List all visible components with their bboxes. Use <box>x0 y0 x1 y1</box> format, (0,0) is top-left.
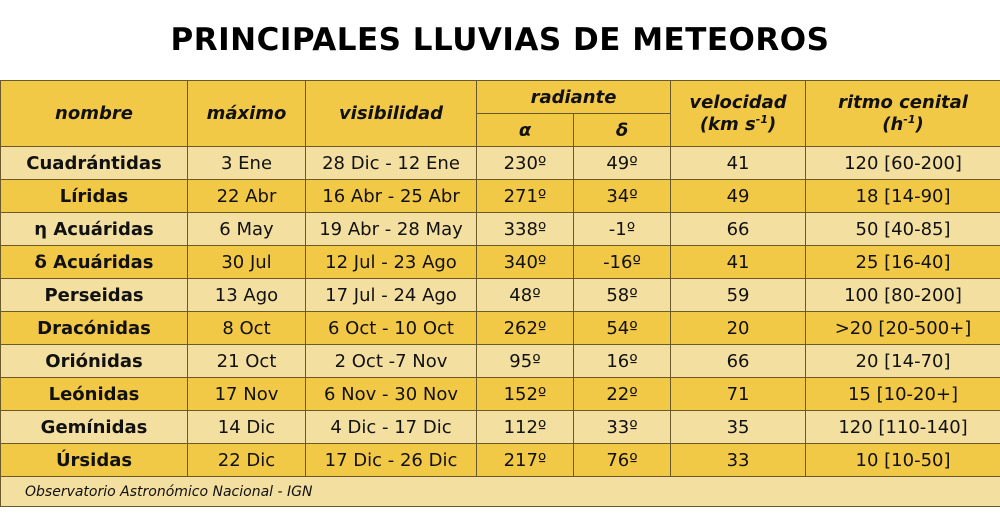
cell-delta: 34º <box>574 180 671 213</box>
table-row <box>1 279 1000 312</box>
cell-delta: 54º <box>574 312 671 345</box>
source-footer: Observatorio Astronómico Nacional - IGN <box>1 477 1000 507</box>
table-row <box>1 312 1000 345</box>
cell-ritmo-cenital: 120 [60-200] <box>806 147 1000 180</box>
cell-velocidad: 49 <box>671 180 806 213</box>
header-ritmo-unit: $(h^{-1})$ <box>882 112 924 135</box>
cell-ritmo-cenital: 25 [16-40] <box>806 246 1000 279</box>
header-delta: δ <box>574 114 671 147</box>
cell-ritmo-cenital: >20 [20-500+] <box>806 312 1000 345</box>
cell-velocidad: 66 <box>671 213 806 246</box>
cell-alpha: 271º <box>477 180 574 213</box>
cell-velocidad: 41 <box>671 246 806 279</box>
header-velocidad-label: velocidad <box>689 91 787 113</box>
cell-alpha: 230º <box>477 147 574 180</box>
cell-nombre: δ Acuáridas <box>1 246 188 279</box>
cell-delta: 33º <box>574 411 671 444</box>
cell-delta: 22º <box>574 378 671 411</box>
cell-maximo: 21 Oct <box>188 345 306 378</box>
cell-nombre: Gemínidas <box>1 411 188 444</box>
cell-alpha: 48º <box>477 279 574 312</box>
cell-maximo: 14 Dic <box>188 411 306 444</box>
cell-velocidad: 59 <box>671 279 806 312</box>
cell-maximo: 3 Ene <box>188 147 306 180</box>
cell-alpha: 340º <box>477 246 574 279</box>
cell-maximo: 22 Dic <box>188 444 306 477</box>
cell-velocidad: 66 <box>671 345 806 378</box>
cell-visibilidad: 16 Abr - 25 Abr <box>306 180 477 213</box>
cell-maximo: 30 Jul <box>188 246 306 279</box>
cell-ritmo-cenital: 100 [80-200] <box>806 279 1000 312</box>
cell-nombre: Oriónidas <box>1 345 188 378</box>
header-nombre: nombre <box>1 81 188 147</box>
cell-maximo: 13 Ago <box>188 279 306 312</box>
cell-ritmo-cenital: 18 [14-90] <box>806 180 1000 213</box>
cell-alpha: 152º <box>477 378 574 411</box>
table-row <box>1 444 1000 477</box>
header-ritmo-label: ritmo cenital <box>838 91 968 113</box>
cell-visibilidad: 12 Jul - 23 Ago <box>306 246 477 279</box>
cell-maximo: 8 Oct <box>188 312 306 345</box>
cell-nombre: Cuadrántidas <box>1 147 188 180</box>
cell-visibilidad: 19 Abr - 28 May <box>306 213 477 246</box>
cell-visibilidad: 6 Nov - 30 Nov <box>306 378 477 411</box>
cell-delta: 49º <box>574 147 671 180</box>
cell-delta: -1º <box>574 213 671 246</box>
cell-delta: 76º <box>574 444 671 477</box>
table-row <box>1 180 1000 213</box>
cell-visibilidad: 17 Dic - 26 Dic <box>306 444 477 477</box>
cell-alpha: 217º <box>477 444 574 477</box>
cell-delta: -16º <box>574 246 671 279</box>
cell-velocidad: 33 <box>671 444 806 477</box>
cell-velocidad: 35 <box>671 411 806 444</box>
header-alpha: α <box>477 114 574 147</box>
table-row <box>1 345 1000 378</box>
header-velocidad <box>671 81 806 147</box>
cell-nombre: Perseidas <box>1 279 188 312</box>
header-visibilidad: visibilidad <box>306 81 477 147</box>
cell-nombre: Dracónidas <box>1 312 188 345</box>
cell-nombre: η Acuáridas <box>1 213 188 246</box>
header-velocidad-unit: (km $s^{-1}$) <box>699 112 777 135</box>
page-title: PRINCIPALES LLUVIAS DE METEOROS <box>170 22 830 58</box>
cell-nombre: Úrsidas <box>1 444 188 477</box>
cell-maximo: 6 May <box>188 213 306 246</box>
table-row <box>1 411 1000 444</box>
cell-visibilidad: 17 Jul - 24 Ago <box>306 279 477 312</box>
cell-ritmo-cenital: 120 [110-140] <box>806 411 1000 444</box>
cell-delta: 16º <box>574 345 671 378</box>
cell-visibilidad: 6 Oct - 10 Oct <box>306 312 477 345</box>
cell-alpha: 262º <box>477 312 574 345</box>
header-ritmo-cenital <box>806 81 1000 147</box>
cell-alpha: 112º <box>477 411 574 444</box>
table-row <box>1 378 1000 411</box>
cell-nombre: Líridas <box>1 180 188 213</box>
table-row <box>1 246 1000 279</box>
cell-ritmo-cenital: 15 [10-20+] <box>806 378 1000 411</box>
meteor-showers-table <box>0 80 1000 507</box>
cell-maximo: 17 Nov <box>188 378 306 411</box>
table-row <box>1 147 1000 180</box>
cell-visibilidad: 4 Dic - 17 Dic <box>306 411 477 444</box>
cell-ritmo-cenital: 50 [40-85] <box>806 213 1000 246</box>
cell-delta: 58º <box>574 279 671 312</box>
cell-velocidad: 41 <box>671 147 806 180</box>
cell-alpha: 338º <box>477 213 574 246</box>
table-row <box>1 213 1000 246</box>
cell-maximo: 22 Abr <box>188 180 306 213</box>
cell-velocidad: 20 <box>671 312 806 345</box>
cell-ritmo-cenital: 20 [14-70] <box>806 345 1000 378</box>
cell-nombre: Leónidas <box>1 378 188 411</box>
cell-alpha: 95º <box>477 345 574 378</box>
header-maximo: máximo <box>188 81 306 147</box>
cell-visibilidad: 28 Dic - 12 Ene <box>306 147 477 180</box>
header-radiante: radiante <box>477 81 671 114</box>
cell-ritmo-cenital: 10 [10-50] <box>806 444 1000 477</box>
cell-visibilidad: 2 Oct -7 Nov <box>306 345 477 378</box>
cell-velocidad: 71 <box>671 378 806 411</box>
